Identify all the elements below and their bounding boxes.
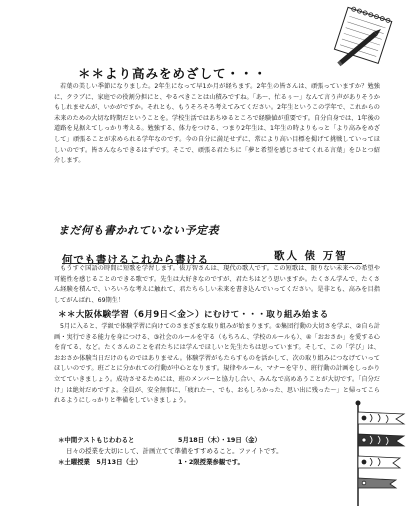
section3-paragraph: 5月に入ると、学級で体験学習に向けてのさまざまな取り組みが始まります。①集団行動の大切さを学ぶ、②自ら計画・実行できる能力を身につける、③社会のルールを守る（もちろん、学校のルールも）、④「おおさか」を愛する心を育てる、など。たくさんのことを君たちには学んでほしいと先生たちは思っています。そして、この「学び」は、おおさか体験当日だけのものではありません。体験学習がもたらすものを活かして、次の取り組みにつなげていってほしいのです。班ごとに分かれての行動が中心となります。規律やルール、マナーを守り、班行動の計画をしっかり立てていきましょう。成功させるためには、班のメンバーと協力し合い、みんなで高めあうことが大切です。「自分だけ」は絶対だめですよ。全員が、安全無事に、「疲れた～、でも、おもしろかった、思い出に残った～」と帰ってこられるようにしっかりと準備をしていきましょう。 (54, 323, 380, 405)
event-label: ＊土曜授業 5月13日（土） (58, 458, 142, 466)
tanka-text: 何でも書けるこれから書ける (62, 254, 209, 266)
upcoming-events (58, 435, 358, 468)
carp-3 (358, 456, 400, 468)
koinobori-illustration (350, 400, 412, 508)
event-row (58, 457, 358, 468)
section1-body (54, 82, 380, 167)
section3-body (54, 322, 380, 407)
event-note-row (58, 446, 358, 457)
carp-1 (358, 412, 404, 424)
section3-heading: ＊＊大阪体験学習（6月9日＜金＞）にむけて・・・取り組み始まる (58, 310, 329, 320)
section2-body (54, 264, 380, 306)
section2-heading: まだ何も書かれていない予定表 (58, 224, 219, 237)
section2-paragraph: もうすぐ国語の時間に短歌を学習します。俵万智さんは、現代の歌人です。この短歌は、限りない未来への希望や可能性を感じることのできる歌です。先生は大好きなのですが、君たちはどう思いますか。たくさん学んで、たくさん経験を積んで、いろいろな考えに触れて、君たちらしい未来を書き込んでいってください。是非とも、高みを目指してがんばれ、69期生！ (54, 265, 380, 304)
notebook-pen-illustration (330, 6, 400, 68)
section1-paragraph: 若葉の美しい季節になりました。2年生になって早1か月が経ちます。2年生の皆さんは、頑張っていますか？勉強に、クラブに、家庭での役割分担にと、やるべきことは山積みですね。「あ～、忙るぅ～」なんて言う声がありそうかもしれませんが、いかがですか。それとも、もうそろそろ考えてみてください。2年生というこの学年で、これからの未来のための大切な時期だということを。学校生活ではあちゆるところで経験値が重要です。自分自身では、1年後の道路を見据えてしっかり考える。勉強する、体力をつける、つまり2年生は、1年生の時よりもっと「より高みをめざして」頑張ることが求められる学年なのです。今の自分に満足せずに、常により高い目標を掲げて挑戦していってほしいのです。皆さんならできるはずです。そこで、頑張る君たちに「夢と希望を感じさせてくれる言葉」をひとつ紹介します。 (54, 83, 380, 165)
event-row (58, 435, 358, 446)
event-date: 5月18日（木）・19日（金） (178, 436, 261, 444)
event-date: 1・2限授業参観です。 (178, 458, 244, 466)
event-label: ＊中間テストもじわわると (58, 436, 135, 444)
carp-4 (358, 478, 396, 488)
event-note: 日々の授業を大切にして、計画立てて準備をすすめること。ファイトです。 (66, 447, 283, 455)
tanka-author: 歌人 俵 万智 (274, 250, 348, 262)
section1-heading: ＊＊より高みをめざして・・・ (78, 66, 268, 81)
carp-2 (358, 434, 404, 446)
